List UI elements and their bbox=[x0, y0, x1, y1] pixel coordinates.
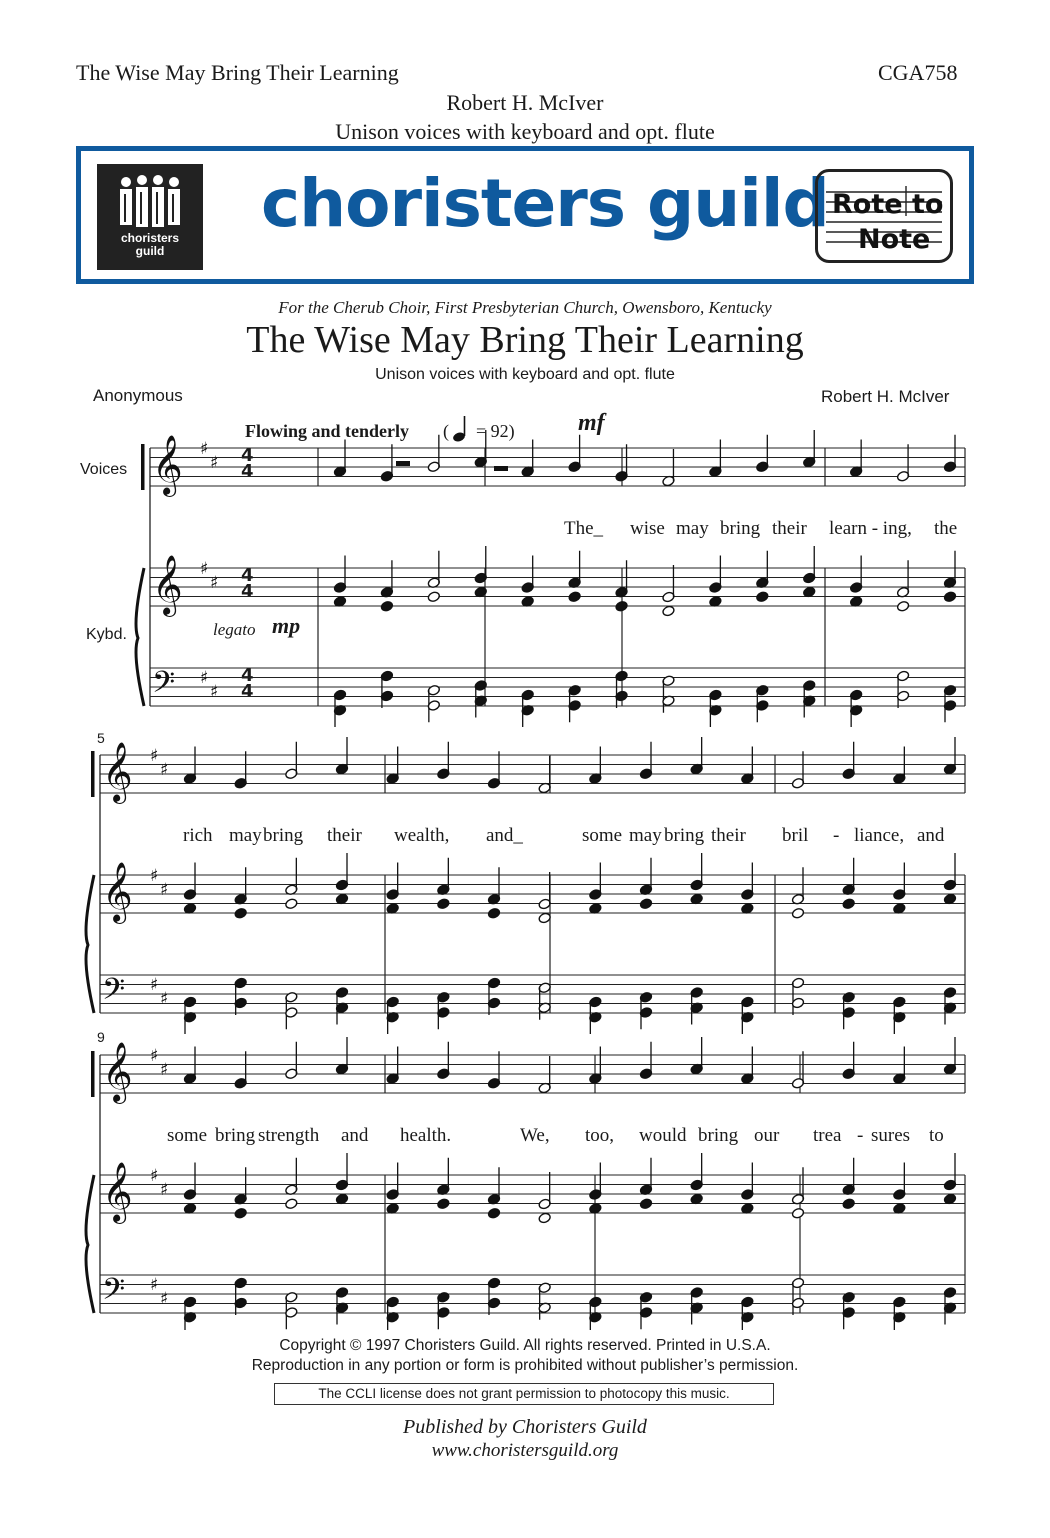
bass-clef-icon: 𝄢 bbox=[102, 1273, 126, 1314]
lyric-word: We, bbox=[520, 1125, 550, 1146]
lyric-word: our bbox=[754, 1125, 780, 1146]
lyric-word: wealth, bbox=[394, 825, 450, 846]
lyric-word: their bbox=[772, 518, 807, 539]
lyric-word: bring bbox=[664, 825, 705, 846]
lyric-word: may bbox=[629, 825, 662, 846]
score-composer: Robert H. McIver bbox=[821, 387, 950, 406]
label-keyboard: Kybd. bbox=[86, 626, 127, 643]
note-head bbox=[487, 1207, 501, 1219]
lyric-word: rich bbox=[183, 825, 213, 846]
score-voicing: Unison voices with keyboard and opt. flute bbox=[375, 366, 675, 383]
lyric-word: The_ bbox=[564, 518, 604, 539]
dynamic-keyboard: mp bbox=[272, 613, 301, 638]
bass-clef-icon: 𝄢 bbox=[102, 973, 126, 1014]
lyric-word: strength bbox=[258, 1125, 320, 1146]
sharp-icon: ♯ bbox=[150, 975, 159, 995]
lyric-word: their bbox=[327, 825, 362, 846]
lyric-word: health. bbox=[400, 1125, 452, 1146]
lyric-word: some bbox=[582, 825, 623, 846]
time-signature-bass: 4 4 bbox=[241, 665, 254, 702]
published-by: Published by Choristers Guild bbox=[403, 1416, 647, 1438]
time-signature-treble: 4 4 bbox=[241, 565, 254, 602]
keyboard-brace bbox=[86, 875, 94, 1013]
sharp-icon: ♯ bbox=[160, 760, 169, 780]
sharp-icon: ♯ bbox=[150, 866, 159, 886]
lyric-word: trea bbox=[813, 1125, 842, 1146]
note-head bbox=[285, 1198, 299, 1210]
note-head bbox=[234, 907, 248, 919]
whole-rest bbox=[396, 461, 410, 466]
treble-clef-icon: 𝄞 bbox=[152, 555, 183, 615]
lyric-word: bring bbox=[720, 518, 761, 539]
lyric-word: too, bbox=[585, 1125, 615, 1146]
logo-text-line1: choristers bbox=[120, 231, 180, 245]
sharp-icon: ♯ bbox=[210, 573, 219, 593]
sharp-icon: ♯ bbox=[150, 1166, 159, 1186]
publisher-website: www.choristersguild.org bbox=[431, 1440, 619, 1461]
bar-number-5: 5 bbox=[97, 730, 105, 746]
treble-clef-icon: 𝄞 bbox=[102, 742, 133, 802]
sharp-icon: ♯ bbox=[200, 668, 209, 688]
note-head bbox=[639, 1198, 653, 1210]
sharp-icon: ♯ bbox=[210, 682, 219, 702]
sharp-icon: ♯ bbox=[150, 1046, 159, 1066]
note-head bbox=[380, 600, 394, 612]
sharp-icon: ♯ bbox=[160, 880, 169, 900]
sharp-icon: ♯ bbox=[160, 989, 169, 1009]
dynamic-voice: mf bbox=[578, 410, 605, 436]
lyric-word: may bbox=[229, 825, 262, 846]
copyright-notice: Copyright © 1997 Choristers Guild. All rights reserved. Printed in U.S.A. bbox=[279, 1337, 771, 1354]
lyric-word: to bbox=[929, 1125, 944, 1146]
lyric-word: some bbox=[167, 1125, 208, 1146]
sharp-icon: ♯ bbox=[160, 1060, 169, 1080]
sharp-icon: ♯ bbox=[200, 559, 209, 579]
logo-text-line2: guild bbox=[135, 244, 165, 258]
note-head bbox=[842, 898, 856, 910]
voice-bracket bbox=[141, 444, 145, 490]
note-head bbox=[639, 898, 653, 910]
lyric-word: and bbox=[341, 1125, 369, 1146]
treble-clef-icon: 𝄞 bbox=[102, 1162, 133, 1222]
lyric-hyphen: - bbox=[857, 1125, 864, 1146]
lyric-word: and_ bbox=[486, 825, 523, 846]
note-head bbox=[234, 1207, 248, 1219]
bass-clef-icon: 𝄢 bbox=[152, 666, 176, 707]
sharp-icon: ♯ bbox=[200, 439, 209, 459]
header-voicing: Unison voices with keyboard and opt. flute bbox=[335, 119, 715, 144]
note-head bbox=[615, 600, 629, 612]
series-line2: Note bbox=[858, 224, 931, 255]
lyric-word: bring bbox=[698, 1125, 739, 1146]
note-head bbox=[437, 898, 451, 910]
reproduction-notice: Reproduction in any portion or form is prohibited without publisher’s permission. bbox=[251, 1357, 799, 1374]
time-signature-voice: 4 4 bbox=[241, 445, 254, 482]
tempo-paren: ( bbox=[443, 421, 449, 441]
note-head bbox=[791, 907, 805, 919]
note-head bbox=[842, 1198, 856, 1210]
note-head bbox=[437, 1198, 451, 1210]
note-head bbox=[427, 591, 441, 603]
lyric-word: may bbox=[676, 518, 709, 539]
score-title: The Wise May Bring Their Learning bbox=[246, 319, 804, 361]
sharp-icon: ♯ bbox=[160, 1180, 169, 1200]
header-title: The Wise May Bring Their Learning bbox=[76, 60, 399, 85]
lyricist: Anonymous bbox=[93, 386, 183, 405]
note-head bbox=[756, 591, 770, 603]
lyric-word: their bbox=[711, 825, 746, 846]
note-head bbox=[285, 898, 299, 910]
note-head bbox=[662, 605, 676, 617]
lyric-word: bring bbox=[263, 825, 304, 846]
lyric-hyphen: - bbox=[833, 825, 840, 846]
voice-bracket bbox=[91, 751, 95, 797]
tempo-value: = 92) bbox=[476, 421, 515, 441]
dedication: For the Cherub Choir, First Presbyterian Church, Owensboro, Kentucky bbox=[278, 298, 772, 317]
lyric-word: sures bbox=[871, 1125, 911, 1146]
legato-marking: legato bbox=[213, 620, 256, 639]
ccli-notice: The CCLI license does not grant permission to photocopy this music. bbox=[274, 1383, 774, 1405]
keyboard-brace bbox=[136, 568, 144, 706]
series-line1: Rote to bbox=[832, 189, 944, 220]
sharp-icon: ♯ bbox=[210, 453, 219, 473]
label-voices: Voices bbox=[80, 461, 128, 478]
keyboard-brace bbox=[86, 1175, 94, 1313]
treble-clef-icon: 𝄞 bbox=[152, 435, 183, 495]
half-rest bbox=[494, 466, 508, 471]
lyric-word: wise bbox=[630, 518, 665, 539]
lyric-word: and bbox=[917, 825, 945, 846]
lyric-word: liance, bbox=[854, 825, 905, 846]
header-composer: Robert H. McIver bbox=[446, 90, 604, 115]
note-head bbox=[791, 1207, 805, 1219]
lyric-word: would bbox=[639, 1125, 687, 1146]
bar-number-9: 9 bbox=[97, 1029, 105, 1045]
lyric-word: learn - ing, bbox=[829, 518, 912, 539]
brand-name: choristers guild bbox=[261, 165, 829, 242]
note-head bbox=[943, 591, 957, 603]
note-head bbox=[487, 907, 501, 919]
catalog-number: CGA758 bbox=[878, 60, 958, 85]
sharp-icon: ♯ bbox=[160, 1289, 169, 1309]
lyric-word: bril bbox=[782, 825, 809, 846]
voice-bracket bbox=[91, 1051, 95, 1097]
treble-clef-icon: 𝄞 bbox=[102, 862, 133, 922]
note-head bbox=[538, 1212, 552, 1224]
lyric-word: bring bbox=[215, 1125, 256, 1146]
treble-clef-icon: 𝄞 bbox=[102, 1042, 133, 1102]
lyric-word: the bbox=[934, 518, 958, 539]
sharp-icon: ♯ bbox=[150, 746, 159, 766]
note-head bbox=[896, 600, 910, 612]
note-head bbox=[568, 591, 582, 603]
tempo-marking: Flowing and tenderly bbox=[245, 421, 410, 441]
sharp-icon: ♯ bbox=[150, 1275, 159, 1295]
